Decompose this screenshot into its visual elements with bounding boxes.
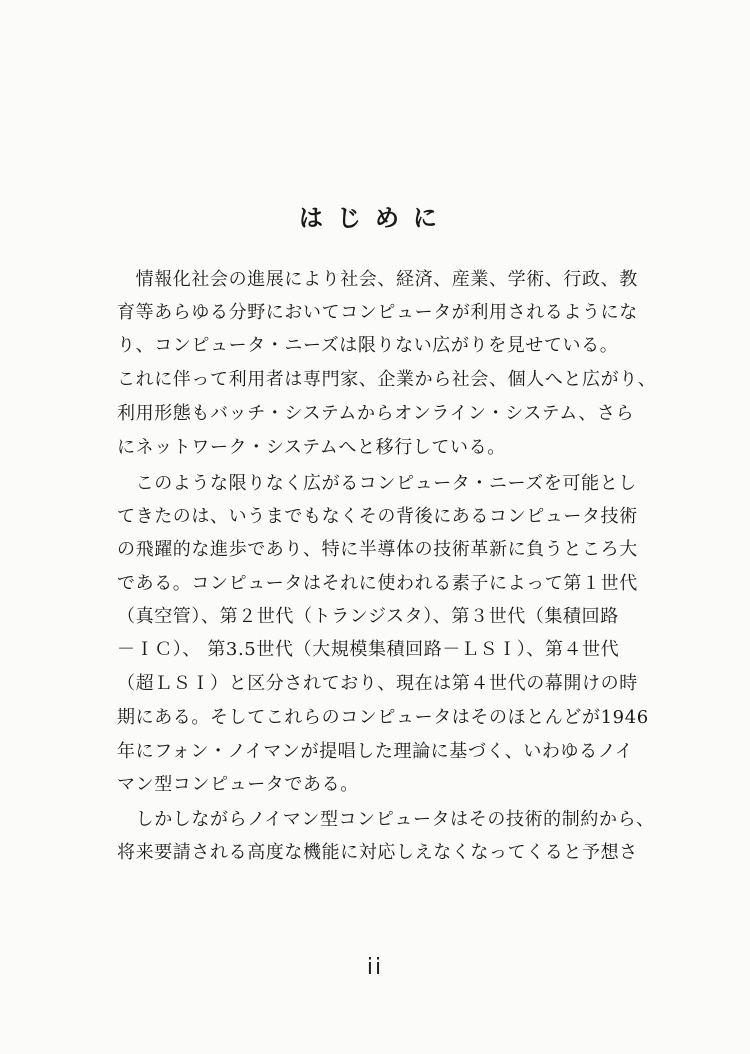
text-line: 育等あらゆる分野においてコンピュータが利用されるようにな	[117, 302, 638, 323]
text-line: しかしながらノイマン型コンピュータはその技術的制約から、	[117, 809, 655, 830]
text-line: 年にフォン・ノイマンが提唱した理論に基づく、いわゆるノイ	[117, 741, 634, 762]
page-title: はじめに	[299, 204, 451, 232]
text-line: －ＩＣ）、 第3.5世代（大規模集積回路－ＬＳＩ）、第４世代	[117, 639, 620, 660]
text-line: 利用形態もバッチ・システムからオンライン・システム、さら	[117, 403, 635, 424]
text-line: の飛躍的な進歩であり、特に半導体の技術革新に負うところ大	[117, 539, 638, 560]
text-line: てきたのは、いうまでもなくその背後にあるコンピュータ技術	[117, 506, 638, 527]
text-line: これに伴って利用者は専門家、企業から社会、個人へと広がり、	[117, 369, 657, 390]
text-line: 期にある。そしてこれらのコンピュータはそのほとんどが1946	[117, 707, 649, 728]
text-line: このような限りなく広がるコンピュータ・ニーズを可能とし	[117, 473, 637, 494]
page-number: ii	[366, 955, 384, 980]
text-line: 将来要請される高度な機能に対応しえなくなってくると予想さ	[117, 842, 638, 863]
text-line: （真空管）、第２世代（トランジスタ）、第３世代（集積回路	[117, 606, 619, 627]
text-line: にネットワーク・システムへと移行している。	[117, 437, 506, 458]
text-line: マン型コンピュータである。	[117, 774, 359, 795]
text-line: 情報化社会の進展により社会、経済、産業、学術、行政、教	[117, 269, 638, 290]
text-line: （超ＬＳＩ）と区分されており、現在は第４世代の幕開けの時	[117, 673, 638, 694]
text-line: である。コンピュータはそれに使われる素子によって第１世代	[117, 573, 638, 594]
text-line: り、コンピュータ・ニーズは限りない広がりを見せている。	[117, 335, 619, 356]
